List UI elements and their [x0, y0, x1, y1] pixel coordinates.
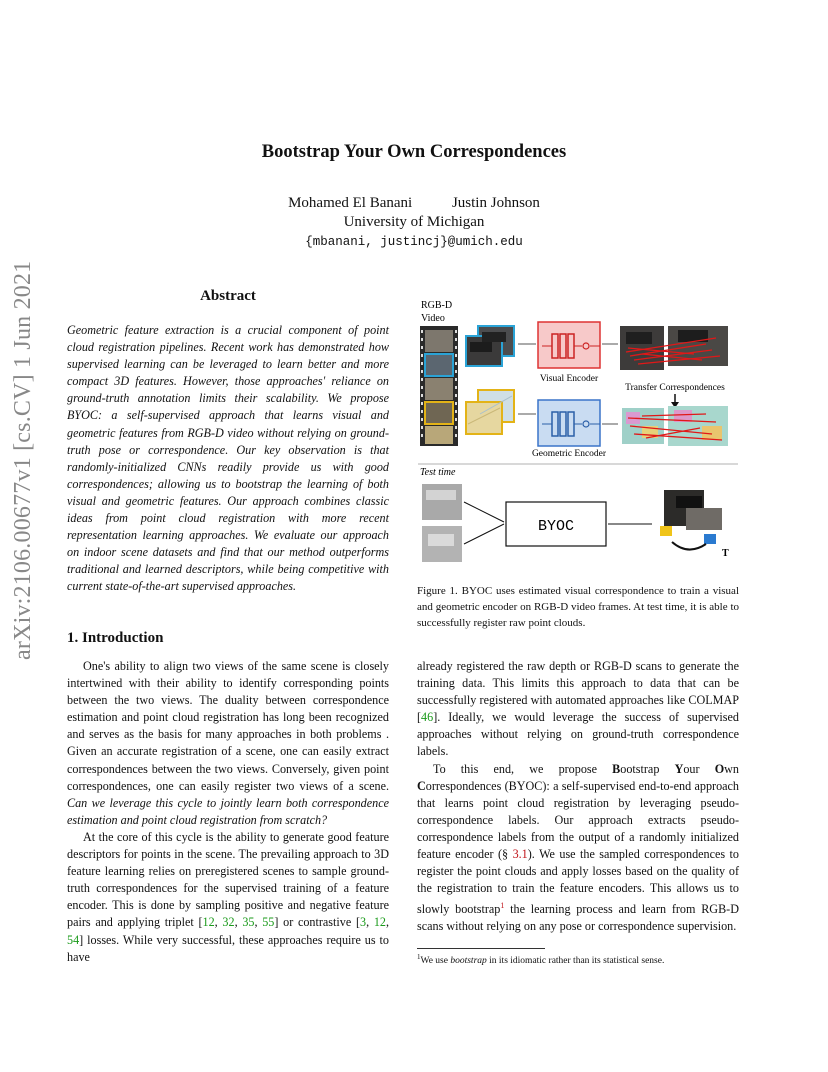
- intro-paragraph: At the core of this cycle is the ability to generate good feature descriptors for points in the scene. The prevailing approach to 3D feature learning relies on preregistered scenes to sample ground-truth correspondences for the supervised training of a feature encoder. This is done by sampling positive and negative feature pairs and applying triplet [12, 32, 35, 55] or contrastive [3, 12, 54] losses. While very successful, these approaches require us to have: [67, 829, 390, 964]
- intro-paragraph: One's ability to align two views of the same scene is closely intertwined with their ability to identify corresponding points between the two views. The duality between correspondence estimation and point cloud registration has long been recognized and serves as the basis for many approaches in both problems . Given an accurate registration of a scene, one can easily extract correspondences between the two views. Conversely, given point correspondences, one can easily register two views of a scene. Can we leverage this cycle to jointly learn both correspondence estimation and point cloud registration from scratch?: [67, 659, 389, 827]
- geometric-encoder-block: [538, 400, 600, 446]
- transfer-correspondences-label: Transfer Correspondences: [625, 383, 725, 393]
- film-strip-icon: [420, 326, 458, 446]
- citation-link[interactable]: 12: [202, 915, 215, 930]
- geometric-encoder-label: Geometric Encoder: [531, 449, 607, 459]
- rgbd-label: Video: [421, 313, 445, 324]
- arxiv-id-text: arXiv:2106.00677v1 [cs.CV] 1 Jun 2021: [10, 260, 36, 660]
- camera-icon: [704, 534, 716, 544]
- transform-label: T: [722, 548, 729, 559]
- citation-link[interactable]: 3: [359, 915, 367, 930]
- camera-icon: [660, 526, 672, 536]
- section-reference-link[interactable]: 3.1: [512, 847, 528, 862]
- rgb-frame-pair: [466, 326, 514, 366]
- intro-right-column: [417, 658, 739, 936]
- depth-frame-pair: [466, 390, 514, 434]
- abstract-text: Geometric feature extraction is a crucial component of point cloud registration pipelines. Recent work has demonstrated how supervised learning can be leveraged to learn better and more compact 3D features. However, those approaches' reliance on ground-truth annotation limits their scalability. We propose BYOC: a self-supervised approach that learns visual and geometric features from RGB-D video without relying on ground-truth pose or correspondence. Our key observation is that randomly-initialized CNNs readily provide us with good correspondences; allowing us to bootstrap the learning of both visual and geometric features. Our approach combines classic ideas from point cloud registration with more recent representation learning approaches. We evaluate our approach on indoor scene datasets and find that our method outperforms traditional and learned descriptors, while being competitive with current state-of-the-art supervised approaches.: [67, 323, 389, 594]
- citation-link[interactable]: 35: [242, 915, 255, 930]
- figure-1-diagram: [416, 294, 738, 576]
- citation-link[interactable]: 32: [222, 915, 235, 930]
- visual-encoder-block: [538, 322, 600, 368]
- test-time-label: Test time: [420, 467, 456, 478]
- input-point-cloud-pair: [422, 484, 462, 562]
- visual-correspondence-image: [620, 326, 728, 370]
- author-name: Justin Johnson: [451, 195, 540, 211]
- section-heading: 1. Introduction: [67, 630, 164, 646]
- author-list: [0, 195, 828, 212]
- arxiv-identifier: [8, 260, 48, 660]
- citation-link[interactable]: 12: [373, 915, 386, 930]
- figure-caption: Figure 1. BYOC uses estimated visual correspondence to train a visual and geometric encoder on RGB-D video frames. At test time, it is able to successfully register raw point clouds.: [417, 585, 739, 629]
- footnote-marker[interactable]: 1: [500, 901, 505, 911]
- citation-link[interactable]: 46: [421, 710, 434, 725]
- rgbd-label: RGB-D: [421, 300, 453, 311]
- geometric-correspondence-image: [622, 406, 728, 446]
- footnote-divider: [417, 948, 545, 949]
- citation-link[interactable]: 55: [262, 915, 275, 930]
- author-name: Mohamed El Banani: [288, 195, 413, 211]
- author-email: {mbanani, justincj}@umich.edu: [305, 235, 523, 249]
- citation-link[interactable]: 54: [67, 932, 80, 947]
- visual-encoder-label: Visual Encoder: [539, 374, 599, 384]
- affiliation: University of Michigan: [343, 214, 485, 230]
- registered-point-cloud: [660, 490, 722, 550]
- paper-title: Bootstrap Your Own Correspondences: [261, 142, 567, 162]
- byoc-label: BYOC: [537, 518, 575, 535]
- intro-paragraph: To this end, we propose Bootstrap Your Own Correspondences (BYOC): a self-supervised end-to-end approach that learns point cloud registration by leveraging pseudo-correspondence labels. Our approach extracts pseudo-correspondence labels from the output of a randomly initialized feature encoder (§ 3.1). We use the sampled correspondences to register the point clouds and apply losses based on the quality of the registration to train the feature encoders. This allows us to slowly bootstrap$^1$ the learning process and learn from RGB-D scans without relying on any pose or correspondence supervision.: [417, 761, 739, 934]
- intro-paragraph: already registered the raw depth or RGB-D scans to generate the training data. This limits this approach to data that can be successfully registered with automated approaches like COLMAP [46]. Ideally, we would leverage the success of supervised approaches without relying on ground-truth correspondence labels.: [417, 659, 739, 759]
- intro-left-column: [67, 658, 389, 966]
- abstract-heading: Abstract: [200, 288, 256, 304]
- footnote: $^1$We use bootstrap in its idiomatic rather than its statistical sense.: [417, 953, 665, 967]
